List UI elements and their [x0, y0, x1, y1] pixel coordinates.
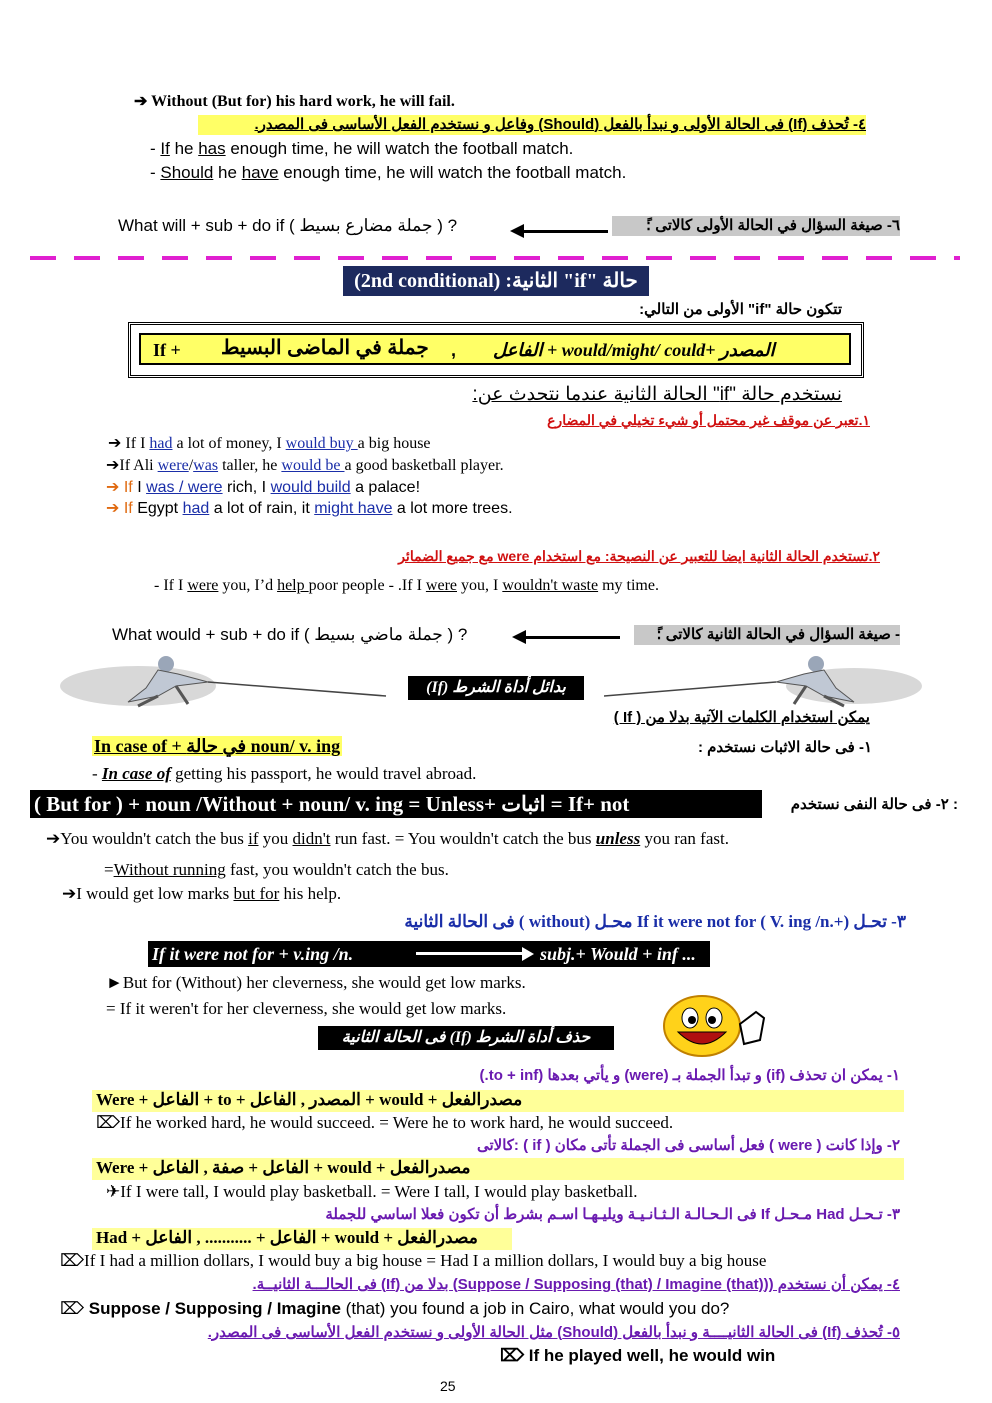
formula-past-simple: جملة في الماضى البسيط	[221, 337, 429, 359]
were-to-formula: Were + الفاعل + to + المصدر , الفاعل + would + مصدرالفعل	[92, 1090, 904, 1112]
rule-4-first: ٤- تُحذف (If) فى الحالة الأولى و نبدأ بالفعل (Should) وفاعل و نستخدم الفعل الأساسى فى المصدر.	[198, 115, 866, 135]
were-adjective-formula: Were + الفاعل + صفة , الفاعل + would + مصدرالفعل	[92, 1158, 904, 1180]
right-arrow-icon	[416, 952, 524, 955]
omit-rule-3: ٣- تـحـل Had مـحـل If فى الـحـالـة الـثـانـيـة ويليـهـا اسـم بشرط أن تكون فعلا اساسي للجملة	[325, 1206, 900, 1223]
section-title-if-alternatives: بدائل أداة الشرط (If)	[408, 676, 584, 700]
section-title-omitting-if: حذف أداة الشرط (If) فى الحالة الثانية	[318, 1026, 614, 1050]
example-if-has: - If he has enough time, he will watch the football match.	[150, 139, 574, 158]
usage-intro: نستخدم حالة "if" الحالة الثانية عندما نتحدث عن:	[472, 384, 842, 405]
unless-example: ➔You wouldn't catch the bus if you didn't run fast. = You wouldn't catch the bus unless you ran fast.	[46, 829, 729, 848]
alternatives-intro: يمكن استخدام الكلمات الآتية بدلا من ( If )	[613, 709, 870, 726]
advice-examples: - If I were you, I’d help poor people - .If I were you, I wouldn't waste my time.	[154, 577, 659, 594]
suppose-example: ⌦ Suppose / Supposing / Imagine (that) you found a job in Cairo, what would you do?	[60, 1299, 730, 1318]
but-for-example: ➔I would get low marks but for his help.	[62, 884, 342, 903]
omit-rule-4: ٤- يمكن أن نستخدم ((Suppose / Supposing (that) / Imagine (that)) بدلا من (If) فى الحالـــة الثانيــة.	[252, 1276, 900, 1293]
were-to-example: ⌦If he worked hard, he would succeed. = Were he to work hard, he would succeed.	[96, 1113, 674, 1132]
formula-if: If +	[153, 340, 181, 360]
section-title-second-conditional: حالة "if" الثانية: (2nd conditional)	[343, 266, 649, 296]
dashed-separator	[30, 254, 960, 262]
negative-label: : ٢- فى حالة النفى نستخدم	[790, 796, 958, 813]
without-running-example: =Without running fast, you wouldn't catch the bus.	[104, 860, 449, 879]
example-was-rich: ➔ If I was / were rich, I would build a palace!	[106, 479, 421, 496]
arrow-line	[524, 636, 620, 639]
negative-formula-box: ( But for ) + noun /Without + noun/ v. ing = Unless+ اثبات = If+ not	[30, 790, 762, 818]
question-form-first-label: ٦- صيغة السؤال في الحالة الأولى كالاتى :ً	[612, 216, 900, 236]
usage-1: ١.تعبر عن موقف غير محتمل أو شيء تخيلي في المضارع	[547, 412, 870, 428]
smiley-thumbs-up-icon	[660, 994, 770, 1058]
if-it-were-not-for-rule: ٣- تحـل If it were not for ( V. ing /n.+) محـل (without ) فى الحالة الثانية	[404, 912, 906, 931]
example-should-have: - Should he have enough time, he will watch the football match.	[150, 163, 627, 182]
question-form-second-label: - صيغة السؤال في الحالة الثانية كالاتى :ً	[634, 625, 900, 645]
question-form-first: What will + sub + do if ( جملة مضارع بسيط ) ?	[118, 216, 458, 235]
in-case-of-formula: In case of + في حالة noun/ v. ing	[94, 736, 341, 756]
formula-comma: ,	[451, 340, 457, 360]
example-had-money: ➔ If I had a lot of money, I would buy a big house	[108, 435, 431, 452]
question-form-second: What would + sub + do if ( جملة ماضي بسيط ) ?	[112, 625, 468, 644]
example-without: ➔ Without (But for) his hard work, he will fail.	[134, 93, 455, 110]
formula-box	[128, 322, 864, 378]
had-million-example: ⌦If I had a million dollars, I would buy a big house = Had I a million dollars, I would buy a big house	[60, 1251, 767, 1270]
were-tall-example: ✈If I were tall, I would play basketball. = Were I tall, I would play basketball.	[106, 1182, 638, 1201]
composition-label: تتكون حالة "if" الأولى من التالي:	[639, 301, 842, 318]
omit-rule-2: ٢- وإذا كانت ( were ) فعل أساسى فى الجملة تأتى مكان ( if ) :كالاتى	[476, 1137, 900, 1154]
omit-rule-1: ١- يمكن ان تحذف (if) و تبدأ الجملة بـ (were) و يأتي بعدها (to + inf.)	[479, 1067, 900, 1084]
if-it-were-not-for-formula: If it were not for + v.ing /n. subj.+ Would + inf ...	[148, 941, 710, 967]
example-egypt-rain: ➔ If Egypt had a lot of rain, it might have a lot more trees.	[106, 500, 513, 517]
usage-2: ٢.تستخدم الحالة الثانية ايضا للتعبير عن النصيحة: مع استخدام were مع جميع الضمائر	[398, 548, 880, 564]
page-number: 25	[440, 1378, 456, 1394]
formula-result: الفاعل + would/might/ could+ المصدر	[493, 340, 775, 360]
affirmative-label: ١- فى حالة الاثبات نستخدم :	[697, 739, 872, 756]
example-ali-taller: ➔If Ali were/was taller, he would be a good basketball player.	[106, 457, 504, 474]
arrow-line	[522, 230, 608, 233]
but-for-cleverness: ►But for (Without) her cleverness, she would get low marks.	[106, 973, 526, 992]
in-case-of-example: - In case of getting his passport, he would travel abroad.	[92, 764, 477, 783]
weren't-for-cleverness: = If it weren't for her cleverness, she would get low marks.	[106, 999, 507, 1018]
fencer-left-icon	[58, 652, 388, 710]
fencer-right-icon	[604, 652, 924, 710]
had-formula: Had + الفاعل + ........... , الفاعل + would + مصدرالفعل	[92, 1228, 512, 1250]
omit-rule-5: ٥- تُحذف (If) فى الحالة الثانيــــة و نبدأ بالفعل (Should) مثل الحالة الأولى و نستخدم الفعل الأساسى فى المصدر.	[207, 1324, 900, 1341]
should-example: ⌦ If he played well, he would win	[500, 1346, 776, 1365]
